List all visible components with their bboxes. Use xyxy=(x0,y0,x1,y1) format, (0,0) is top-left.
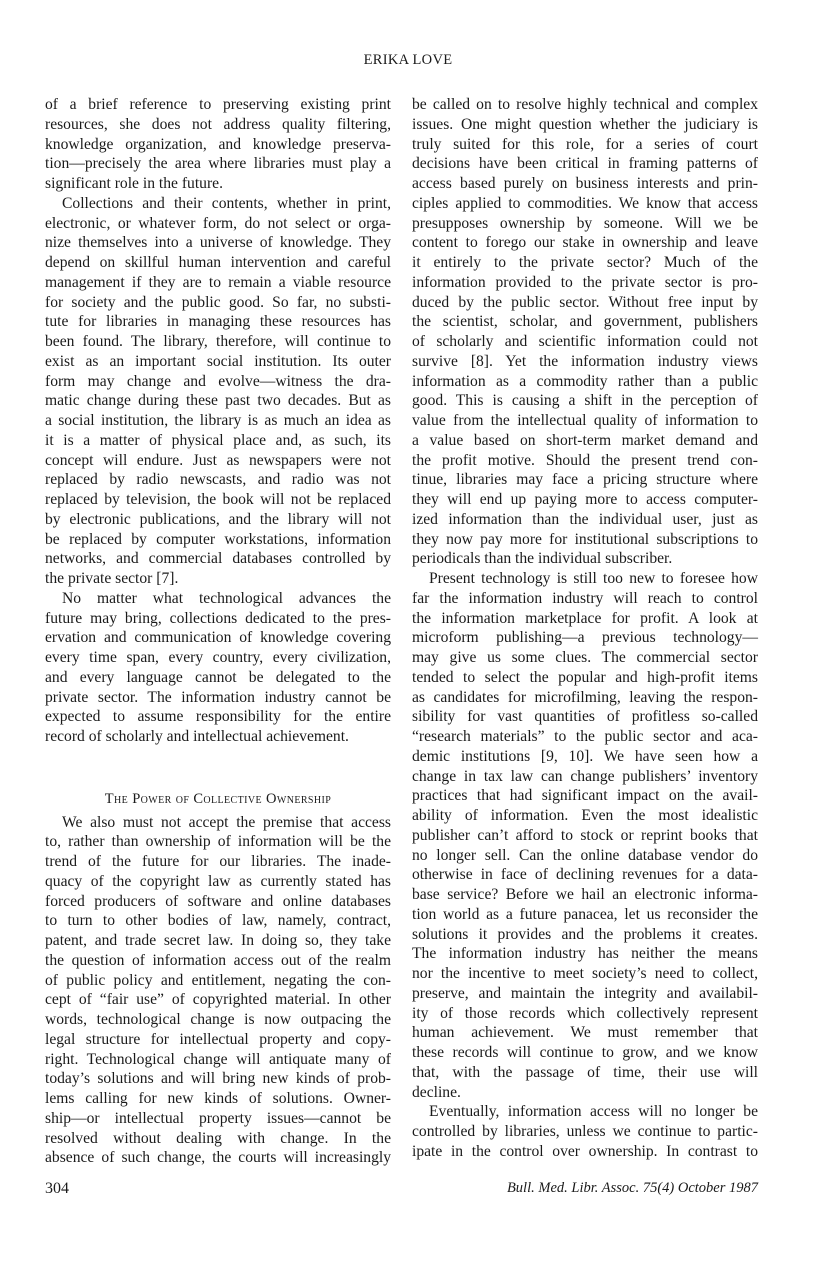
text-line: tute for libraries in managing these resources has xyxy=(45,313,391,331)
text-line: the information marketplace for profit. A look at xyxy=(412,609,758,627)
text-line: right. Technological change will antiquate many of xyxy=(45,1050,391,1068)
text-line: patent, and trade secret law. In doing so, they take xyxy=(45,932,391,949)
text-line: significant role in the future. xyxy=(45,175,223,192)
text-line: expected to assume responsibility for the entire xyxy=(45,708,391,726)
text-line: ability of information. Even the most idealistic xyxy=(412,807,758,824)
paragraph xyxy=(45,813,391,1169)
text-line: been found. The library, therefore, will continue to xyxy=(45,333,391,350)
text-line: forced producers of software and online databases xyxy=(45,892,391,910)
text-line: resolved without dealing with change. In the xyxy=(45,1129,391,1147)
text-line: it entirely to the private sector? Much of the xyxy=(412,254,758,271)
text-line: concept will endure. Just as newspapers were not xyxy=(45,451,391,469)
text-line: tion world as a future panacea, let us reconsider the xyxy=(412,905,758,923)
text-line: change in tax law can change publishers’ inventory xyxy=(412,767,758,785)
text-line: form may change and evolve—witness the dra- xyxy=(45,372,391,390)
text-line: human achievement. We must remember that xyxy=(412,1024,758,1042)
text-line: lems calling for new kinds of solutions. Owner- xyxy=(45,1090,391,1107)
text-line: electronic, or whatever form, do not select or orga- xyxy=(45,214,391,232)
text-line: to, rather than ownership of information will be the xyxy=(45,833,391,851)
text-line: networks, and commercial databases controlled by xyxy=(45,550,391,568)
spacer xyxy=(45,747,391,767)
text-line: sibility for vast quantities of profitless so-called xyxy=(412,708,758,726)
text-line: solutions it provides and the problems it creates. xyxy=(412,925,758,943)
text-line: a value based on short-term market demand and xyxy=(412,431,758,449)
right-column xyxy=(412,95,758,1162)
text-line: these records will continue to grow, and we know xyxy=(412,1044,758,1061)
text-line: ity of those records which collectively represent xyxy=(412,1004,758,1022)
page-number: 304 xyxy=(45,1180,69,1197)
text-line: information as a commodity rather than a public xyxy=(412,372,758,390)
text-line: controlled by libraries, unless we continue to partic- xyxy=(412,1123,758,1140)
text-line: presupposes ownership by someone. Will we be xyxy=(412,214,758,232)
text-line: matic change during these past two decades. But as xyxy=(45,392,391,410)
text-line: and every language cannot be delegated to the xyxy=(45,668,391,686)
paragraph xyxy=(412,95,758,569)
text-line: “research materials” to the public sector and aca- xyxy=(412,728,758,745)
text-line: it is a matter of physical place and, as such, its xyxy=(45,431,391,449)
text-line: content to forego our stake in ownership and leave xyxy=(412,234,758,252)
text-line: exist as an important social institution. Its outer xyxy=(45,352,391,370)
text-line: periodicals than the individual subscriber. xyxy=(412,550,673,568)
text-line: be called on to resolve highly technical and complex xyxy=(412,96,758,113)
text-line: ipate in the control over ownership. In contrast to xyxy=(412,1142,758,1160)
text-line: truly suited for this role, for a series of court xyxy=(412,135,758,153)
text-line: decisions have been critical in framing patterns of xyxy=(412,155,758,173)
text-line: We also must not accept the premise that access xyxy=(62,813,391,831)
text-line: future may bring, collections dedicated to the pres- xyxy=(45,609,391,627)
text-line: of a brief reference to preserving existing print xyxy=(45,96,391,113)
text-line: ship—or intellectual property issues—cannot be xyxy=(45,1109,391,1127)
text-line: the question of information access out of the realm xyxy=(45,951,391,969)
text-line: resources, she does not address quality filtering, xyxy=(45,115,391,133)
text-line: no longer sell. Can the online database vendor do xyxy=(412,846,758,864)
text-line: issues. One might question whether the judiciary is xyxy=(412,115,758,133)
paragraph xyxy=(45,194,391,589)
paragraph xyxy=(45,589,391,747)
text-line: replaced by television, the book will not be replaced xyxy=(45,491,391,508)
paragraph xyxy=(412,1102,758,1161)
text-line: they will end up paying more to access computer- xyxy=(412,491,758,508)
text-line: trend of the future for our libraries. The inade- xyxy=(45,853,391,870)
text-line: the scientist, scholar, and government, publishers xyxy=(412,313,758,331)
text-line: by electronic publications, and the library will not xyxy=(45,510,391,528)
text-line: preserve, and maintain the integrity and availabil- xyxy=(412,984,758,1002)
text-line: knowledge organization, and knowledge preserva- xyxy=(45,135,391,153)
text-line: ervation and communication of knowledge covering xyxy=(45,629,391,647)
text-line: words, technological change is now outpacing the xyxy=(45,1011,391,1028)
text-line: record of scholarly and intellectual achievement. xyxy=(45,728,349,745)
text-line: of scholarly and scientific information could not xyxy=(412,333,758,350)
text-line: replaced by radio newscasts, and radio was not xyxy=(45,471,391,489)
text-line: tion—precisely the area where libraries must play a xyxy=(45,155,391,173)
text-line: private sector. The information industry cannot be xyxy=(45,688,391,706)
text-line: cept of “fair use” of copyrighted material. In other xyxy=(45,991,391,1009)
text-line: may give us some clues. The commercial sector xyxy=(412,649,758,666)
text-line: good. This is causing a shift in the perception of xyxy=(412,392,758,410)
text-line: Collections and their contents, whether in print, xyxy=(62,194,391,212)
text-line: Present technology is still too new to foresee how xyxy=(429,570,758,587)
text-line: survive [8]. Yet the information industry views xyxy=(412,352,758,370)
text-line: The information industry has neither the means xyxy=(412,945,758,963)
text-line: information provided to the private sector is pro- xyxy=(412,273,758,291)
text-line: value from the intellectual quality of information to xyxy=(412,412,758,429)
text-line: microform publishing—a previous technology— xyxy=(412,629,758,647)
text-line: otherwise in face of declining revenues for a data- xyxy=(412,866,758,884)
text-line: practices that had significant impact on the avail- xyxy=(412,787,758,805)
text-line: ciples applied to commodities. We know that access xyxy=(412,194,758,212)
text-line: absence of such change, the courts will increasingly xyxy=(45,1149,391,1167)
paragraph xyxy=(412,569,758,1102)
text-line: ized information than the individual user, just as xyxy=(412,510,758,528)
text-line: decline. xyxy=(412,1083,461,1101)
running-head: ERIKA LOVE xyxy=(363,52,453,68)
text-line: of public policy and entitlement, negating the con- xyxy=(45,971,391,989)
text-line: base service? Before we hail an electronic informa- xyxy=(412,886,758,903)
text-line: access based purely on business interests and prin- xyxy=(412,175,758,192)
text-line: every time span, every country, every civilization, xyxy=(45,649,391,666)
left-column xyxy=(45,95,391,1168)
paragraph xyxy=(45,95,391,194)
text-line: management if they are to remain a viable resource xyxy=(45,273,391,291)
text-line: legal structure for intellectual property and copy- xyxy=(45,1030,391,1048)
text-line: a social institution, the library is as much an idea as xyxy=(45,412,391,429)
text-line: that, with the passage of time, their use will xyxy=(412,1063,758,1081)
text-line: today’s solutions and will bring new kinds of prob- xyxy=(45,1070,391,1088)
text-line: publisher can’t afford to stock or reprint books that xyxy=(412,826,758,844)
text-line: Eventually, information access will no longer be xyxy=(429,1103,758,1121)
text-line: far the information industry will reach to control xyxy=(412,589,758,607)
text-line: the private sector [7]. xyxy=(45,570,179,587)
text-line: duced by the public sector. Without free input by xyxy=(412,293,758,311)
text-line: No matter what technological advances the xyxy=(62,589,391,607)
text-line: demic institutions [9, 10]. We have seen how a xyxy=(412,747,758,765)
text-line: they now pay more for institutional subscriptions to xyxy=(412,530,758,548)
section-heading: The Power of Collective Ownership xyxy=(104,790,332,807)
text-line: nize themselves into a universe of knowledge. They xyxy=(45,234,391,252)
text-line: tinue, libraries may face a pricing structure where xyxy=(412,471,758,489)
text-line: nor the incentive to meet society’s need to collect, xyxy=(412,965,758,982)
text-line: the profit motive. Should the present trend con- xyxy=(412,451,758,469)
text-line: tended to select the popular and high-profit items xyxy=(412,668,758,686)
text-line: be replaced by computer workstations, information xyxy=(45,530,391,548)
text-line: as candidates for microfilming, leaving the respon- xyxy=(412,688,758,706)
text-line: for society and the public good. So far, no substi- xyxy=(45,293,391,311)
text-line: to turn to other bodies of law, namely, contract, xyxy=(45,912,391,930)
text-line: quacy of the copyright law as currently stated has xyxy=(45,872,391,890)
text-line: depend on skillful human intervention and careful xyxy=(45,254,391,271)
journal-citation: Bull. Med. Libr. Assoc. 75(4) October 1987 xyxy=(506,1180,758,1196)
